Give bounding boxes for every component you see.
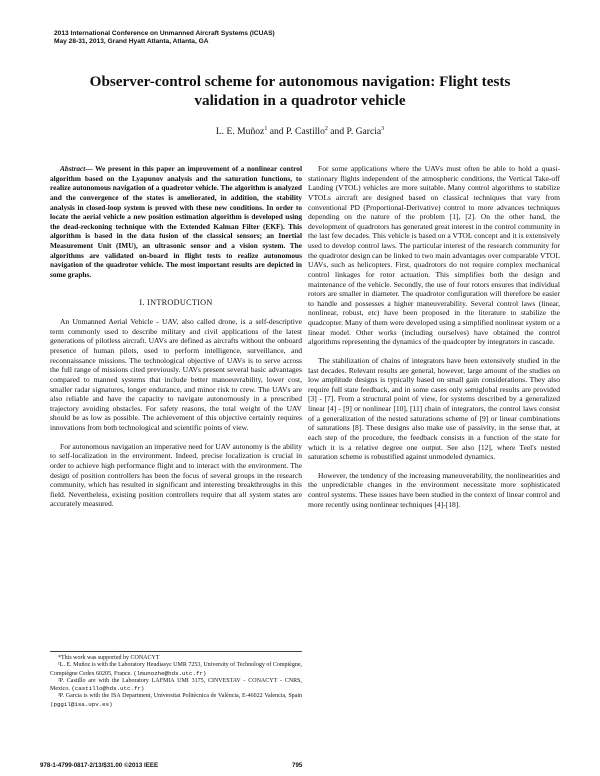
author-2: P. Castillo (285, 126, 325, 138)
author-1: L. E. Muñoz (215, 126, 265, 138)
conference-header (54, 30, 275, 46)
author-3-mark: 3 (381, 126, 385, 132)
footnote-1-email: (lmunozhe@hds.utc.fr) (133, 669, 207, 677)
isbn-copyright: 978-1-4799-0817-2/13/$31.00 ©2013 IEEE (40, 762, 159, 769)
footnote-2-text: ²P. Castillo are with the Laboratory LAFMIA UMI 3175, CINVESTAV - CONACYT - CNRS, Mexico. (50, 677, 302, 693)
abstract-text: — We present in this paper an improvement of a nonlinear control algorithm based on the Lyapunov analysis and the saturation functions, to realize autonomous navigation of a quadrotor vehicle. The algorithm is analyzed and the convergence of the states is ameliorated, in addition, the stability analysis in closed-loop system is proved with these new conditions. In order to locate the aerial vehicle a new position estimation algorithm is developed using the dead-reckoning technique with the Extended Kalman Filter (EKF). This algorithm is based in the data fusion of the classical sensors; an Inertial Measurement Unit (IMU), an ultrasonic sensor and a vision system. The algorithms are validated on-board in flight tests to realize autonomous navigation of the quadrotor vehicle. The most important results are depicted in some graphs. (50, 164, 302, 279)
author-sep-1: and (267, 126, 286, 138)
footnote-3 (50, 693, 302, 709)
abstract (50, 164, 302, 280)
conference-line2: May 28-31, 2013, Grand Hyatt Atlanta, Atlanta, GA (54, 38, 209, 45)
footnote-1-text: ¹L. E. Muñoz is with the Laboratory Heudiasyc UMR 7253, University of Technology of Compiègne, Compiègne Cedex 60205, France. (50, 662, 302, 677)
right-column (308, 164, 560, 509)
conference-line1: 2013 International Conference on Unmanned Aircraft Systems (ICUAS) (54, 30, 275, 37)
section-heading-introduction: I. INTRODUCTION (139, 297, 213, 307)
left-column (50, 164, 302, 509)
abstract-label: Abstract (60, 164, 86, 173)
footnote-3-text: ³P. Garcia is with the ISA Department, Universitat Politècnica de València, E-46022 Valencia, Spain (58, 693, 302, 700)
footnote-3-email: (pggil@isa.upv.es) (50, 700, 113, 708)
footnote-2-email: (castillo@hds.utc.fr) (71, 685, 145, 693)
footnote-1 (50, 662, 302, 678)
author-3: P. Garcia (346, 126, 382, 138)
author-1-mark: 1 (264, 126, 268, 132)
intro-paragraph-1: An Unmanned Aerial Vehicle - UAV, also called drone, is a self-descriptive term commonly used to describe military and civil applications of the latest generations of pilotless aircraft. UAVs are defined as aircrafts without the onboard presence of human pilots, used to perform intelligence, surveillance, and reconnaissance missions. The technological objective of UAVs is to serve across the full range of missions cited previously. UAVs present several basic advantages compared to manned systems that include better manoeuvrability, lower cost, smaller radar signatures, longer endurance, and minor risk to crew. The UAVs are also reliable and have the capacity to navigate autonomously in a prescribed trajectory avoiding obstacles. For safety reasons, the total weight of the UAV should be as low as possible. The achievement of this objective certainly requires innovations from both technological and scientific points of view. (50, 317, 302, 432)
intro-paragraph-3: For some applications where the UAVs must often be able to hold a quasi-stationary flights independent of the atmospheric conditions, the Vertical Take-off Landing (VTOL) vehicles are more suitable. Many control algorithms to stabilize VTOLs aircraft are designed based on classical techniques that vary from conventional PD (Proportional-Derivative) control to more advances techniques depending on the nature of the problem [1], [2]. On the other hand, the development of quadrotors has generated great interest in the control community in the last few decades. This vehicle is based on a VTOL concept and it is extensively used to develop control laws. The particular interest of the research community for the quadrotor design can be linked to two main advantages over comparable VTOL UAVs, such as helicopters. First, quadrotors do not require complex mechanical control linkages for rotor actuation. This simplifies both the design and maintenance of the vehicle. Secondly, the use of four rotors ensures that individual rotors are smaller in diameter. The quadrotor configuration will therefore be easier to handle and possesses a higher maneuverability. Several control laws (linear, nonlinear, robust, etc) have been proposed in the literature to stabilize the quadcopter. Many of them were developed using a simplified nonlinear system or a linear model. Other works (including ourselves) have obtained the control algorithms representing the dynamics of the quadcopter by integrators in cascade. (308, 164, 560, 347)
page-number: 795 (292, 762, 303, 769)
author-list (60, 126, 540, 137)
footnote-2 (50, 678, 302, 694)
intro-paragraph-2: For autonomous navigation an imperative need for UAV autonomy is the ability to self-localization in the environment. Indeed, precise localization is crucial in order to achieve high performance flight and to interact with the environment. The design of position controllers has been the focus of several groups in the research community, which has resulted in significant and interesting breakthroughs in this field. Nevertheless, existing position controllers require that all system states are accurately measured. (50, 441, 302, 509)
author-sep-2: and (327, 126, 347, 138)
author-2-mark: 2 (324, 126, 328, 132)
intro-paragraph-4: The stabilization of chains of integrators have been extensively studied in the last decades. Relevant results are general, however, large amount of the studies on low amplitude designs is typically based on small gain considerations. They also require full state feedback, and in some cases only semiglobal results are provided [3] - [7]. From a structural point of view, for systems described by a generalized linear [4] - [9] or nonlinear [10], [11] chain of integrators, the control laws consist of a generalization of the nested saturations scheme of [9] or linear combinations of saturations [8]. These designs also make use of passivity, in the sense that, at each step of the procedure, the feedback consists in a function of the state for which it is a relative degree one output. See also [12], where Teel's nested saturation scheme is robustified against unmodeled dynamics. (308, 355, 560, 462)
footnotes (50, 651, 302, 709)
paper-title: Observer-control scheme for autonomous navigation: Flight tests validation in a quadrotor vehicle (89, 73, 511, 109)
footnote-funding: *This work was supported by CONACYT (58, 655, 160, 661)
intro-paragraph-5: However, the tendency of the increasing maneuverability, the nonlinearities and the unpredictable changes in the environment necessitate more sophisticated control systems. These issues have been studied in the context of linear control and more recently using nonlinear techniques [4]-[18]. (308, 470, 560, 509)
